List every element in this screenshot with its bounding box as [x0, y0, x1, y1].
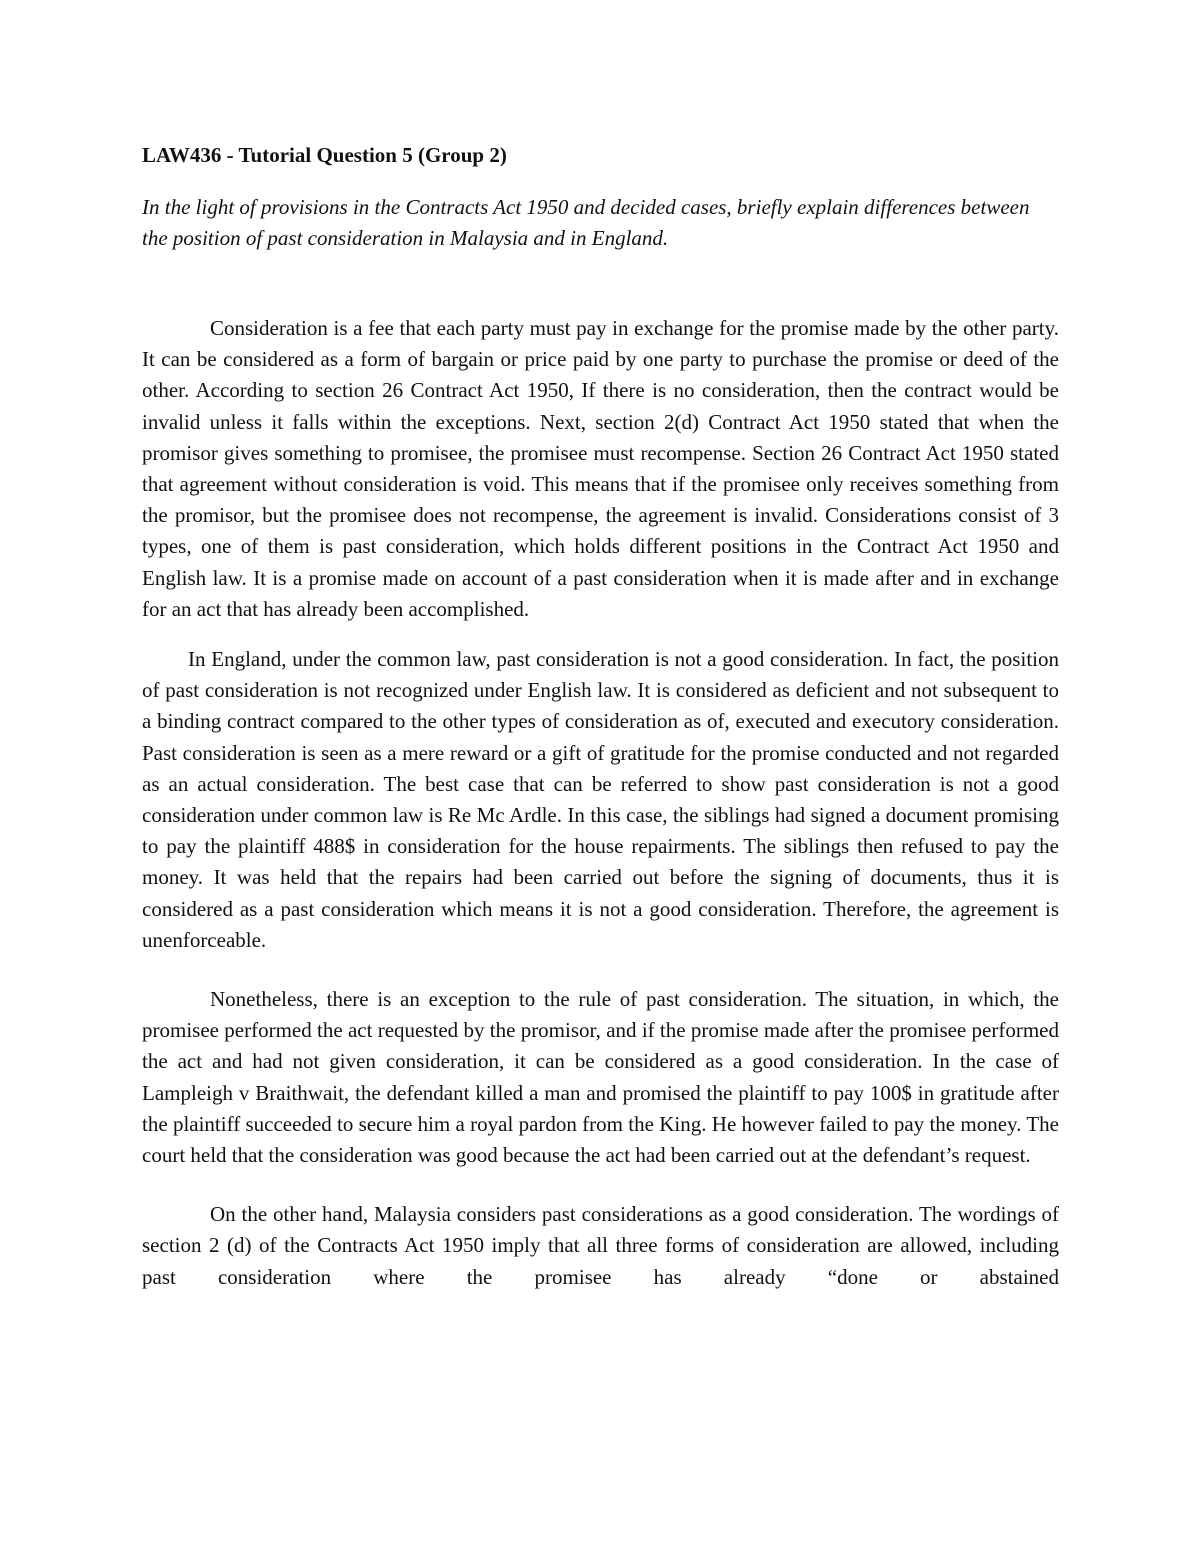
paragraph-exception: Nonetheless, there is an exception to the rule of past consideration. The situation, in which, the promisee performed the act requested by the promisor, and if the promise made after the promisee performed the act and had not given consideration, it can be considered as a good consideration. In the case of Lampleigh v Braithwait, the defendant killed a man and promised the plaintiff to pay 100$ in gratitude after the plaintiff succeeded to secure him a royal pardon from the King. He however failed to pay the money. The court held that the consideration was good because the act had been carried out at the defendant’s request. — [142, 987, 1059, 1168]
paragraph-england-position: In England, under the common law, past consideration is not a good consideration. In fact, the position of past consideration is not recognized under English law. It is considered as deficient and not subsequent to a binding contract compared to the other types of consideration as of, executed and executory consideration. Past consideration is seen as a mere reward or a gift of gratitude for the promise conducted and not regarded as an actual consideration. The best case that can be referred to show past consideration is not a good consideration under common law is Re Mc Ardle. In this case, the siblings had signed a document promising to pay the plaintiff 488$ in consideration for the house repairments. The siblings then refused to pay the money. It was held that the repairs had been carried out before the signing of documents, thus it is considered as a past consideration which means it is not a good consideration. Therefore, the agreement is unenforceable. — [142, 647, 1059, 952]
paragraph-malaysia-position: On the other hand, Malaysia considers past considerations as a good consideration. The wordings of section 2 (d) of the Contracts Act 1950 imply that all three forms of consideration are allowed, including past consideration where the promisee has already “done or abstained — [142, 1202, 1059, 1289]
tutorial-question: In the light of provisions in the Contracts Act 1950 and decided cases, briefly explain differences between the position of past consideration in Malaysia and in England. — [142, 195, 1030, 250]
document-body — [142, 140, 1059, 1293]
document-title: LAW436 - Tutorial Question 5 (Group 2) — [142, 143, 507, 167]
paragraph-consideration-definition: Consideration is a fee that each party must pay in exchange for the promise made by the other party. It can be considered as a form of bargain or price paid by one party to purchase the promise or deed of the other. According to section 26 Contract Act 1950, If there is no consideration, then the contract would be invalid unless it falls within the exceptions. Next, section 2(d) Contract Act 1950 stated that when the promisor gives something to promisee, the promisee must recompense. Section 26 Contract Act 1950 stated that agreement without consideration is void. This means that if the promisee only receives something from the promisor, but the promisee does not recompense, the agreement is invalid. Considerations consist of 3 types, one of them is past consideration, which holds different positions in the Contract Act 1950 and English law. It is a promise made on account of a past consideration when it is made after and in exchange for an act that has already been accomplished. — [142, 316, 1059, 621]
